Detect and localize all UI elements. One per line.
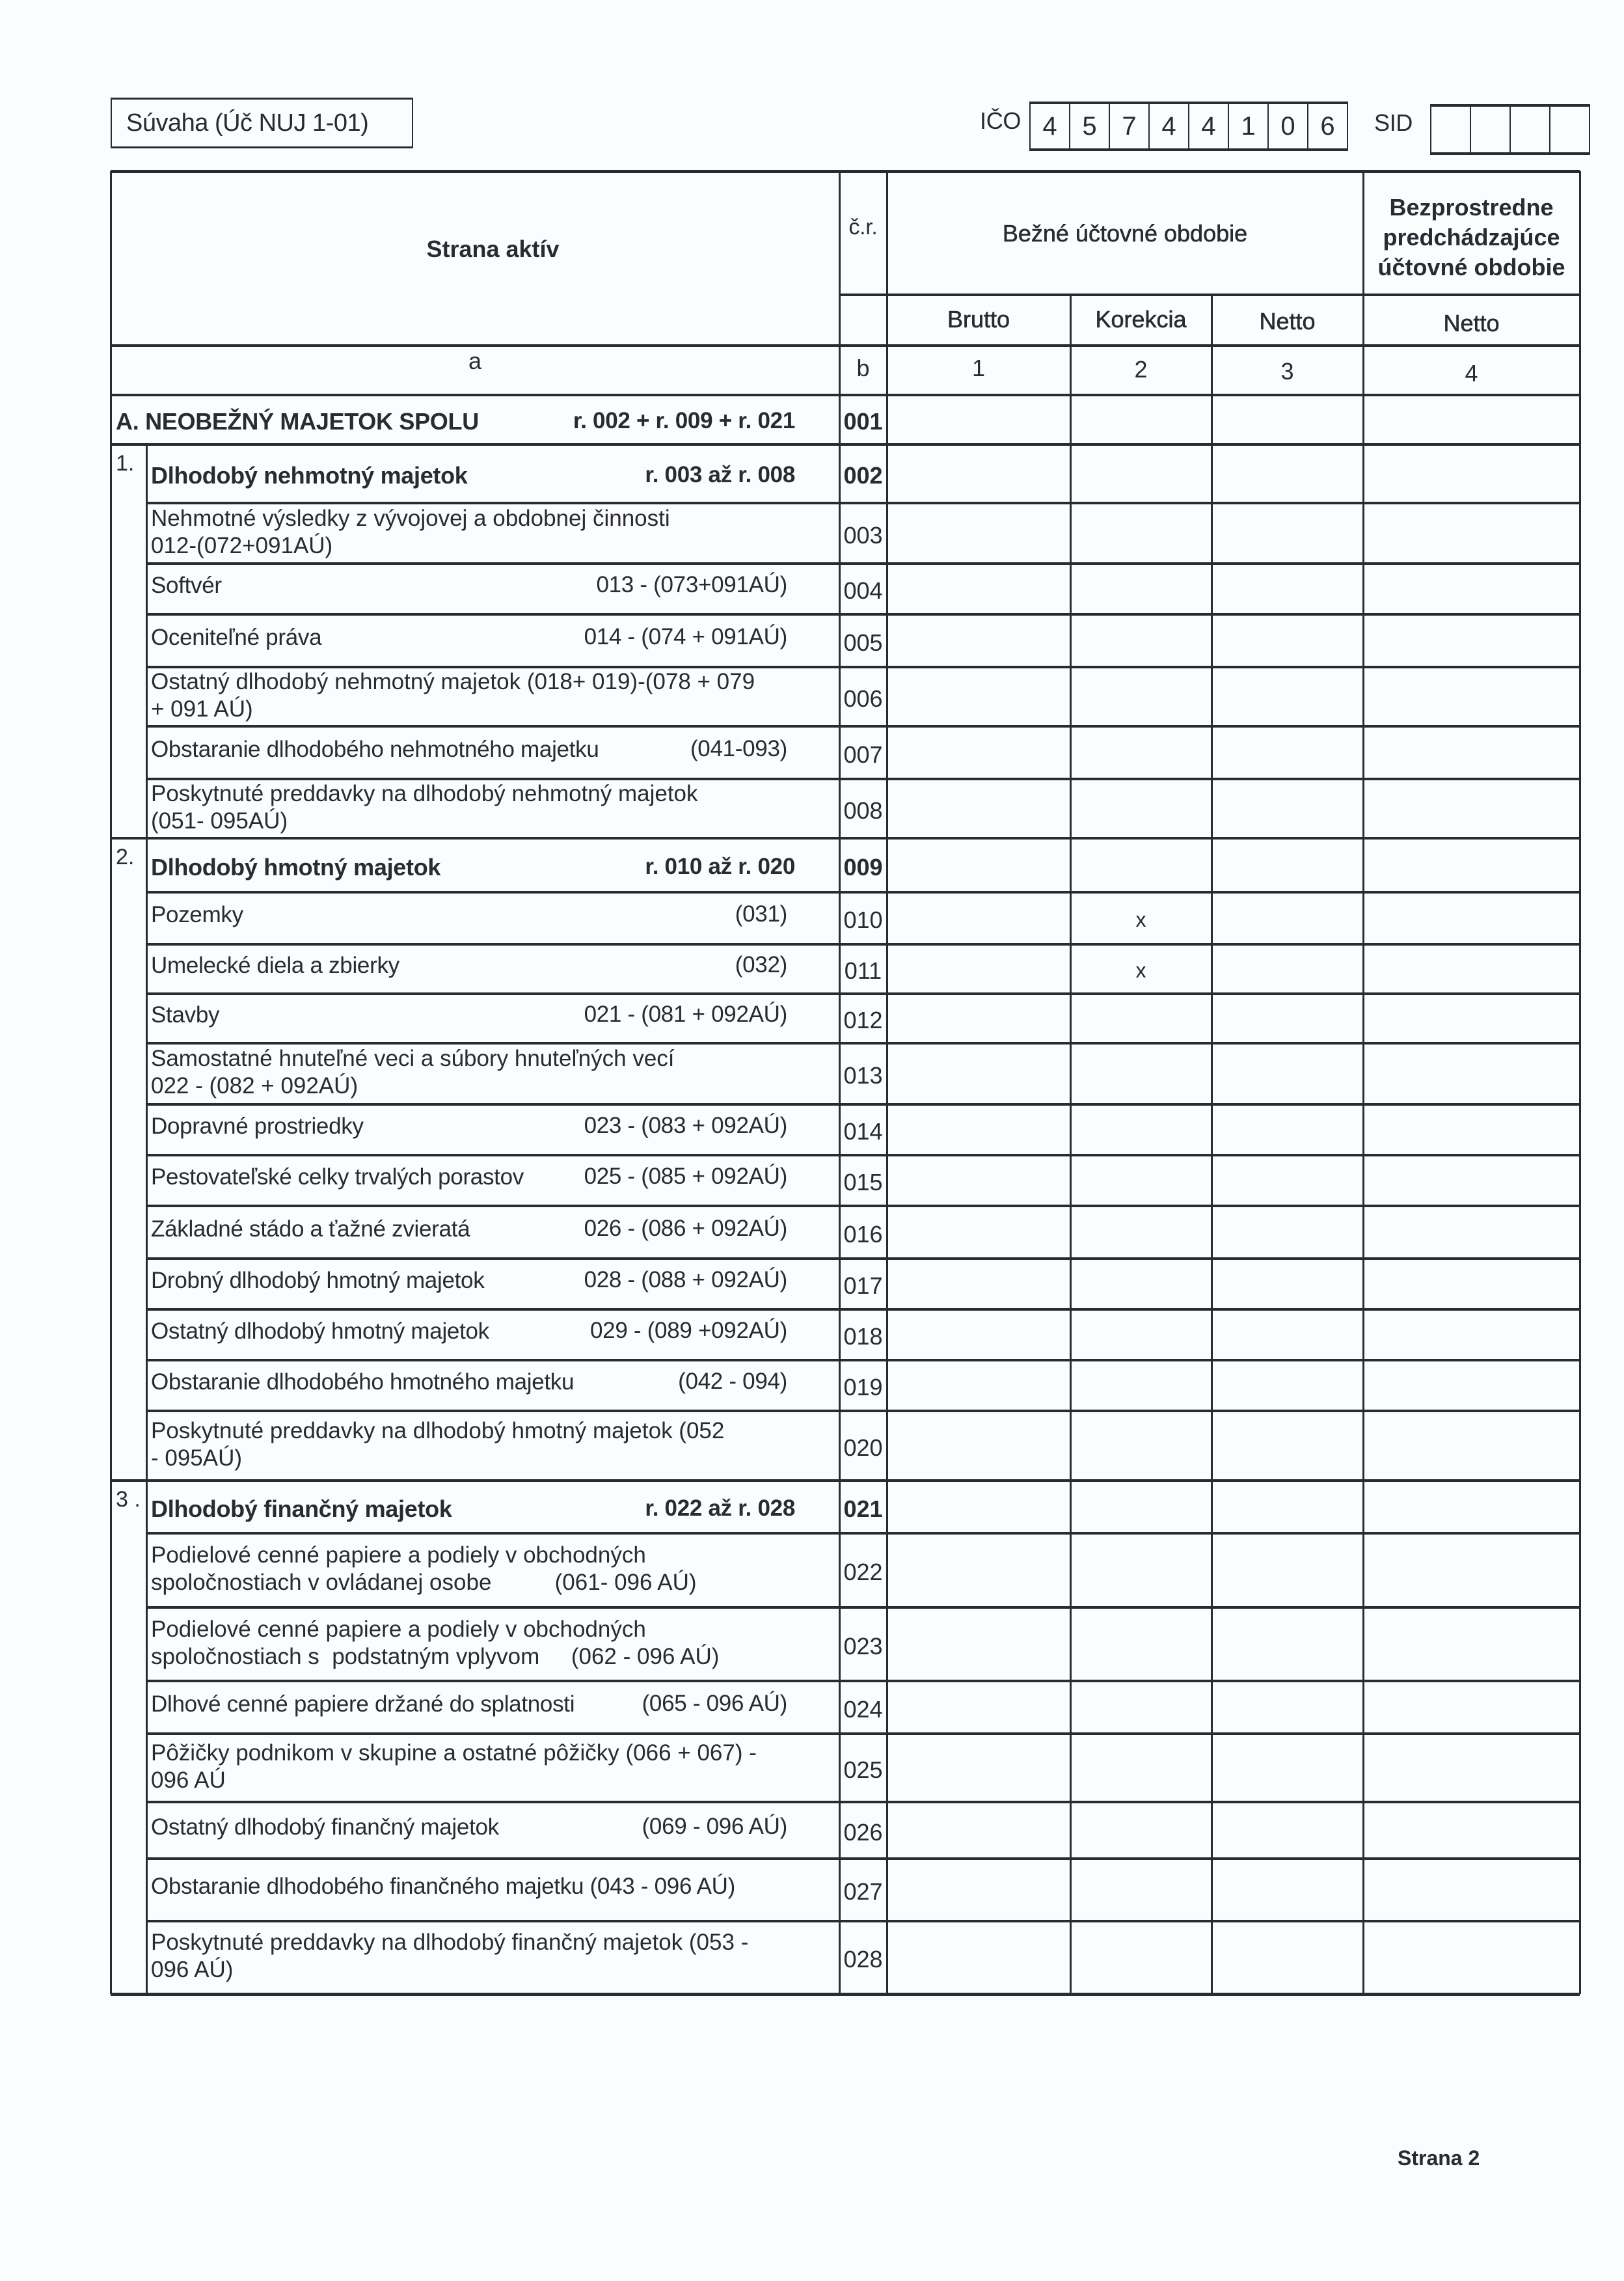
brutto-cell[interactable] [889, 1736, 1068, 1800]
row-formula: 021 - (081 + 092AÚ) [584, 1002, 787, 1027]
netto-cell[interactable] [1213, 728, 1361, 777]
previous-period-line: účtovné obdobie [1377, 254, 1565, 280]
brutto-cell[interactable] [889, 946, 1068, 992]
netto-cell[interactable] [1213, 946, 1361, 992]
section-number: 2. [116, 845, 135, 869]
korekcia-cell[interactable] [1072, 1311, 1210, 1358]
netto-cell[interactable] [1213, 1923, 1361, 1992]
previous-period-line: predchádzajúce [1383, 224, 1560, 251]
netto-cell[interactable] [1213, 505, 1361, 562]
netto-prev-cell[interactable] [1365, 1804, 1578, 1857]
row-number: 028 [843, 1946, 883, 1973]
col-index-a: a [468, 348, 482, 374]
row-number: 010 [843, 907, 883, 933]
row-label-line: spoločnostiach s podstatným vplyvom (062 - 096 AÚ) [151, 1643, 720, 1669]
netto-prev-cell[interactable] [1365, 1535, 1578, 1605]
row-separator [146, 1532, 1580, 1535]
netto-cell[interactable] [1213, 1736, 1361, 1800]
col-netto-header: Netto [1259, 308, 1316, 335]
netto-cell[interactable] [1213, 446, 1361, 501]
korekcia-cell[interactable] [1072, 1861, 1210, 1919]
section-number: 3 . [116, 1487, 141, 1512]
row-label [151, 780, 834, 835]
row-number: 026 [843, 1818, 883, 1846]
row-separator [146, 1308, 1580, 1311]
ico-digit[interactable]: 5 [1070, 104, 1110, 148]
row-label-line: spoločnostiach v ovládanej osobe (061- 096 AÚ) [151, 1570, 697, 1595]
brutto-cell[interactable] [889, 840, 1068, 890]
netto-cell[interactable] [1213, 1804, 1361, 1857]
netto-prev-cell[interactable] [1365, 1861, 1578, 1919]
row-number: 020 [843, 1434, 883, 1461]
sid-label: SID [1374, 109, 1413, 136]
brutto-cell[interactable] [889, 1157, 1068, 1204]
row-number: 016 [843, 1220, 883, 1248]
netto-cell[interactable] [1213, 781, 1361, 836]
korekcia-cell[interactable] [1072, 1362, 1210, 1409]
netto-prev-cell[interactable] [1365, 1482, 1578, 1531]
col-index-3: 3 [1280, 358, 1294, 385]
table-top-border [111, 170, 1580, 173]
row-formula: (032) [735, 952, 787, 977]
row-number: 003 [843, 521, 883, 549]
netto-prev-cell[interactable] [1365, 1736, 1578, 1800]
brutto-cell[interactable] [889, 1535, 1068, 1605]
row-label: Drobný dlhodobý hmotný majetok [151, 1268, 485, 1293]
netto-prev-cell[interactable] [1365, 1045, 1578, 1102]
body-top-line [111, 394, 1580, 396]
ico-digit[interactable]: 7 [1110, 104, 1150, 148]
netto-prev-cell[interactable] [1365, 1311, 1578, 1358]
netto-prev-cell[interactable] [1365, 616, 1578, 665]
ico-label: IČO [980, 107, 1022, 134]
row-label: Obstaranie dlhodobého nehmotného majetku [151, 736, 599, 762]
row-number: 018 [843, 1323, 883, 1350]
netto-prev-cell[interactable] [1365, 894, 1578, 942]
netto-prev-cell[interactable] [1365, 840, 1578, 890]
row-label [151, 1542, 834, 1596]
row-label [151, 505, 834, 560]
row-separator [146, 1606, 1580, 1609]
row-label-line: Pôžičky podnikom v skupine a ostatné pôžičky (066 + 067) - [151, 1740, 757, 1766]
row-number: 027 [843, 1878, 883, 1905]
netto-prev-cell[interactable] [1365, 1261, 1578, 1307]
netto-prev-cell[interactable] [1365, 1208, 1578, 1257]
row-label: Obstaranie dlhodobého finančného majetku (043 - 096 AÚ) [151, 1874, 735, 1899]
row-formula: 013 - (073+091AÚ) [596, 572, 787, 597]
brutto-cell[interactable] [889, 1045, 1068, 1102]
netto-cell[interactable] [1213, 1683, 1361, 1732]
brutto-cell[interactable] [889, 1923, 1068, 1992]
row-number: 008 [843, 797, 883, 824]
brutto-cell[interactable] [889, 566, 1068, 612]
netto-cell[interactable] [1213, 669, 1361, 724]
netto-cell[interactable] [1213, 1311, 1361, 1358]
ico-digit[interactable]: 1 [1229, 104, 1269, 148]
row-formula: (065 - 096 AÚ) [642, 1690, 787, 1716]
ico-digit[interactable]: 4 [1150, 104, 1189, 148]
row-separator [111, 1479, 1580, 1482]
netto-cell[interactable] [1213, 1362, 1361, 1409]
netto-cell[interactable] [1213, 1261, 1361, 1307]
row-label: Umelecké diela a zbierky [151, 953, 399, 978]
row-label: Dlhodobý hmotný majetok [151, 853, 441, 881]
form-title: Súvaha (Úč NUJ 1-01) [111, 98, 413, 148]
row-formula: r. 003 až r. 008 [645, 462, 795, 487]
row-separator [146, 502, 1580, 504]
previous-period-line: Bezprostredne [1389, 194, 1554, 221]
brutto-cell[interactable] [889, 894, 1068, 942]
page-number: Strana 2 [1398, 2146, 1480, 2170]
row-number: 012 [843, 1007, 883, 1033]
row-label: Obstaranie dlhodobého hmotného majetku [151, 1369, 575, 1395]
row-label [151, 1417, 834, 1472]
netto-prev-cell[interactable] [1365, 1683, 1578, 1732]
korekcia-cell[interactable] [1072, 446, 1210, 501]
row-label-line: 096 AÚ [151, 1767, 226, 1793]
ico-field[interactable] [1029, 102, 1348, 151]
netto-cell[interactable] [1213, 566, 1361, 612]
row-formula: r. 002 + r. 009 + r. 021 [573, 408, 795, 433]
row-number: 014 [843, 1118, 883, 1145]
row-number: 015 [843, 1169, 883, 1195]
row-separator [146, 562, 1580, 565]
netto-prev-cell[interactable] [1365, 1362, 1578, 1409]
korekcia-cell[interactable] [1072, 669, 1210, 724]
row-separator [111, 443, 1580, 446]
brutto-cell[interactable] [889, 669, 1068, 724]
netto-cell[interactable] [1213, 1208, 1361, 1257]
row-formula: 014 - (074 + 091AÚ) [584, 623, 787, 649]
row-label-line: + 091 AÚ) [151, 696, 253, 722]
netto-prev-cell[interactable] [1365, 946, 1578, 992]
row-label [151, 1929, 834, 1984]
col-index-2: 2 [1134, 356, 1148, 383]
korekcia-cell[interactable] [1072, 840, 1210, 890]
brutto-cell[interactable] [889, 1804, 1068, 1857]
netto-prev-cell[interactable] [1365, 1413, 1578, 1479]
table-bottom-border [111, 1993, 1580, 1996]
row-separator [146, 1732, 1580, 1735]
row-label-line: Samostatné hnuteľné veci a súbory hnuteľných vecí [151, 1046, 675, 1071]
row-label-line: Ostatný dlhodobý nehmotný majetok (018+ 019)-(078 + 079 [151, 668, 755, 694]
row-number: 025 [843, 1756, 883, 1783]
netto-prev-cell[interactable] [1365, 1157, 1578, 1204]
sid-digit[interactable] [1471, 107, 1511, 152]
brutto-cell[interactable] [889, 996, 1068, 1041]
brutto-cell[interactable] [889, 1683, 1068, 1732]
row-separator [146, 1257, 1580, 1260]
row-number: 023 [843, 1632, 883, 1660]
row-label-line: 022 - (082 + 092AÚ) [151, 1073, 359, 1099]
korekcia-cell[interactable] [1072, 996, 1210, 1041]
ico-digit[interactable]: 4 [1189, 104, 1229, 148]
subheader-line [839, 294, 1580, 296]
row-label: Dlhodobý finančný majetok [151, 1495, 452, 1522]
sid-digit[interactable] [1431, 107, 1471, 152]
row-separator [146, 992, 1580, 995]
row-number: 002 [843, 462, 883, 489]
korekcia-cell[interactable] [1072, 616, 1210, 665]
row-separator [146, 1205, 1580, 1207]
row-label-line: Nehmotné výsledky z vývojovej a obdobnej činnosti [151, 505, 670, 531]
brutto-cell[interactable] [889, 1106, 1068, 1153]
korekcia-cell[interactable] [1072, 1045, 1210, 1102]
row-label [151, 1740, 834, 1794]
row-separator [146, 1103, 1580, 1106]
row-separator [146, 1154, 1580, 1156]
korekcia-cell[interactable] [1072, 1923, 1210, 1992]
row-formula: 029 - (089 +092AÚ) [590, 1318, 787, 1343]
index-row-line [111, 344, 1580, 347]
brutto-cell[interactable] [889, 1413, 1068, 1479]
brutto-cell[interactable] [889, 1261, 1068, 1307]
brutto-cell[interactable] [889, 728, 1068, 777]
brutto-cell[interactable] [889, 1362, 1068, 1409]
row-separator [146, 1410, 1580, 1412]
row-separator [146, 891, 1580, 894]
netto-prev-cell[interactable] [1365, 1609, 1578, 1679]
korekcia-cell[interactable] [1072, 728, 1210, 777]
row-number: 006 [843, 685, 883, 712]
netto-cell[interactable] [1213, 1157, 1361, 1204]
current-period-title: Bežné účtovné obdobie [1002, 220, 1248, 247]
netto-prev-cell[interactable] [1365, 728, 1578, 777]
row-number: 011 [844, 957, 882, 984]
netto-cell[interactable] [1213, 1413, 1361, 1479]
netto-cell[interactable] [1213, 1045, 1361, 1102]
netto-cell[interactable] [1213, 840, 1361, 890]
row-number: 019 [843, 1374, 883, 1400]
row-label: Základné stádo a ťažné zvieratá [151, 1216, 470, 1242]
korekcia-cell[interactable] [1072, 1804, 1210, 1857]
ico-digit[interactable]: 0 [1269, 104, 1308, 148]
korekcia-cell[interactable] [1072, 1106, 1210, 1153]
row-number: 022 [843, 1559, 883, 1585]
netto-prev-cell[interactable] [1365, 505, 1578, 562]
row-label: Stavby [151, 1002, 220, 1028]
col-index-1: 1 [971, 355, 986, 381]
brutto-cell[interactable] [889, 1861, 1068, 1919]
netto-prev-cell[interactable] [1365, 566, 1578, 612]
row-number: 024 [843, 1695, 883, 1723]
row-label: Oceniteľné práva [151, 624, 322, 650]
netto-cell[interactable] [1213, 1609, 1361, 1679]
row-formula: 028 - (088 + 092AÚ) [584, 1267, 787, 1292]
netto-prev-cell[interactable] [1365, 781, 1578, 836]
previous-period-title [1363, 193, 1580, 282]
row-formula: 023 - (083 + 092AÚ) [584, 1113, 787, 1138]
netto-cell[interactable] [1213, 1861, 1361, 1919]
korekcia-cell[interactable] [1072, 1261, 1210, 1307]
row-formula: (069 - 096 AÚ) [642, 1813, 787, 1839]
row-label-line: 012-(072+091AÚ) [151, 532, 333, 558]
row-separator [146, 943, 1580, 946]
row-separator [146, 613, 1580, 616]
netto-prev-cell[interactable] [1365, 1106, 1578, 1153]
row-formula: (041-093) [690, 735, 787, 761]
row-label [151, 1616, 834, 1671]
col-brutto-header: Brutto [947, 306, 1010, 333]
brutto-cell[interactable] [889, 616, 1068, 665]
korekcia-cell[interactable] [1072, 1535, 1210, 1605]
korekcia-cell[interactable] [1072, 1482, 1210, 1531]
section-number-column-line [146, 444, 148, 1994]
netto-prev-cell[interactable] [1365, 446, 1578, 501]
row-separator [111, 837, 1580, 840]
korekcia-not-applicable-mark: x [1135, 959, 1146, 982]
netto-cell[interactable] [1213, 616, 1361, 665]
netto-cell[interactable] [1213, 1482, 1361, 1531]
row-separator [146, 1801, 1580, 1803]
row-label-line: Poskytnuté preddavky na dlhodobý finančný majetok (053 - [151, 1930, 749, 1955]
row-label: Softvér [151, 573, 222, 598]
sid-digit[interactable] [1511, 107, 1550, 152]
netto-cell[interactable] [1213, 397, 1361, 443]
brutto-cell[interactable] [889, 1311, 1068, 1358]
korekcia-cell[interactable] [1072, 1736, 1210, 1800]
ico-digit[interactable]: 6 [1308, 104, 1348, 148]
row-separator [146, 725, 1580, 728]
brutto-cell[interactable] [889, 505, 1068, 562]
row-separator [146, 1680, 1580, 1682]
row-label-line: (051- 095AÚ) [151, 808, 288, 834]
row-label-line: Podielové cenné papiere a podiely v obchodných [151, 1542, 646, 1568]
row-label [151, 1045, 834, 1100]
row-number: 013 [843, 1062, 883, 1089]
row-formula: (042 - 094) [678, 1369, 787, 1394]
netto-cell[interactable] [1213, 894, 1361, 942]
col-korekcia-header: Korekcia [1095, 306, 1187, 333]
section-number: 1. [116, 451, 135, 476]
korekcia-cell[interactable] [1072, 1157, 1210, 1204]
ico-digit[interactable]: 4 [1031, 104, 1070, 148]
row-label-line: Poskytnuté preddavky na dlhodobý hmotný majetok (052 [151, 1417, 725, 1443]
row-label: Ostatný dlhodobý finančný majetok [151, 1814, 499, 1840]
row-label: A. NEOBEŽNÝ MAJETOK SPOLU [116, 408, 479, 435]
row-separator [146, 1920, 1580, 1922]
korekcia-cell[interactable] [1072, 397, 1210, 443]
sid-field[interactable] [1430, 104, 1590, 155]
row-label-line: 096 AÚ) [151, 1957, 234, 1982]
row-number: 009 [843, 853, 883, 881]
col-index-b: b [856, 355, 870, 381]
col-index-4: 4 [1465, 360, 1478, 387]
col-divider-korekcia [1070, 295, 1072, 1994]
row-label-line: Podielové cenné papiere a podiely v obchodných [151, 1616, 646, 1642]
brutto-cell[interactable] [889, 781, 1068, 836]
row-formula: (031) [735, 901, 787, 927]
netto-cell[interactable] [1213, 1106, 1361, 1153]
row-formula: r. 022 až r. 028 [645, 1495, 795, 1521]
brutto-cell[interactable] [889, 397, 1068, 443]
netto-prev-cell[interactable] [1365, 1923, 1578, 1992]
row-label [151, 668, 834, 723]
brutto-cell[interactable] [889, 1208, 1068, 1257]
row-separator [146, 1042, 1580, 1045]
korekcia-cell[interactable] [1072, 505, 1210, 562]
row-label: Dlhové cenné papiere držané do splatnosti [151, 1691, 575, 1717]
row-label: Pozemky [151, 902, 243, 927]
korekcia-cell[interactable] [1072, 1683, 1210, 1732]
row-number: 017 [843, 1272, 883, 1299]
col-a-title: Strana aktív [426, 236, 560, 262]
row-formula: r. 010 až r. 020 [645, 853, 795, 879]
row-separator [146, 1857, 1580, 1860]
row-label: Dopravné prostriedky [151, 1113, 364, 1139]
korekcia-cell[interactable] [1072, 1609, 1210, 1679]
row-label-line: - 095AÚ) [151, 1445, 243, 1471]
col-divider-netto [1211, 295, 1213, 1994]
row-formula: 025 - (085 + 092AÚ) [584, 1164, 787, 1189]
netto-cell[interactable] [1213, 1535, 1361, 1605]
netto-prev-cell[interactable] [1365, 996, 1578, 1041]
row-label: Pestovateľské celky trvalých porastov [151, 1164, 524, 1190]
brutto-cell[interactable] [889, 1482, 1068, 1531]
col-netto-prev-header: Netto [1443, 310, 1500, 336]
row-label: Ostatný dlhodobý hmotný majetok [151, 1318, 489, 1344]
row-separator [146, 1359, 1580, 1361]
col-b-title: č.r. [848, 215, 878, 239]
row-label-line: Poskytnuté preddavky na dlhodobý nehmotný majetok [151, 780, 698, 806]
row-number: 021 [843, 1495, 883, 1522]
korekcia-cell[interactable] [1072, 1208, 1210, 1257]
row-label: Dlhodobý nehmotný majetok [151, 462, 468, 489]
sid-digit[interactable] [1550, 107, 1590, 152]
row-number: 007 [843, 741, 883, 768]
brutto-cell[interactable] [889, 446, 1068, 501]
netto-prev-cell[interactable] [1365, 669, 1578, 724]
row-formula: 026 - (086 + 092AÚ) [584, 1215, 787, 1241]
row-number: 005 [843, 629, 883, 656]
korekcia-not-applicable-mark: x [1135, 908, 1146, 931]
brutto-cell[interactable] [889, 1609, 1068, 1679]
netto-cell[interactable] [1213, 996, 1361, 1041]
korekcia-cell[interactable] [1072, 781, 1210, 836]
row-number: 001 [843, 408, 883, 435]
korekcia-cell[interactable] [1072, 566, 1210, 612]
korekcia-cell[interactable] [1072, 1413, 1210, 1479]
netto-prev-cell[interactable] [1365, 397, 1578, 443]
row-number: 004 [843, 577, 883, 604]
